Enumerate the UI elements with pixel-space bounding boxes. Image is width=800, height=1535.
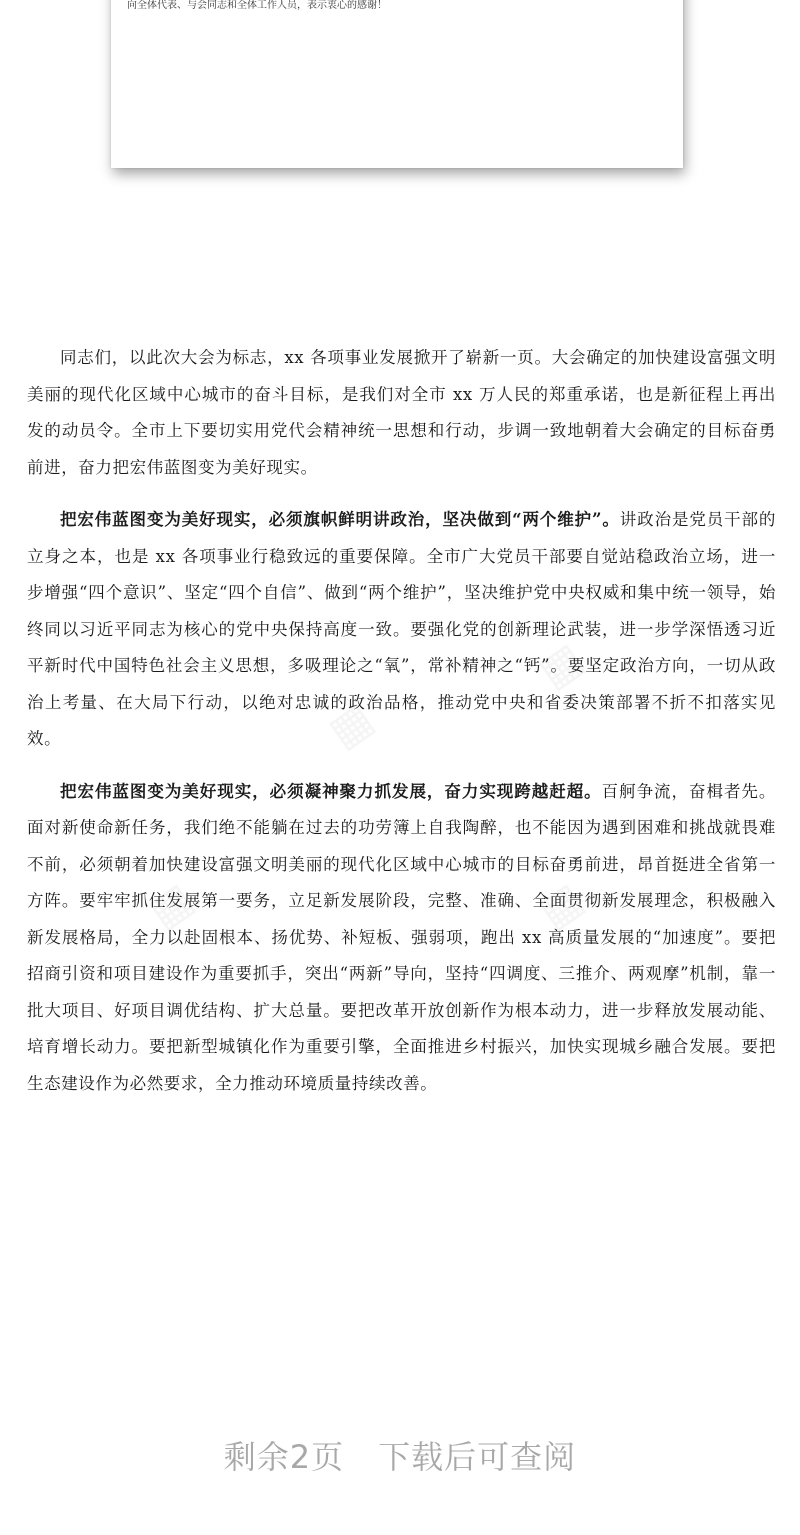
paragraph-lead: 把宏伟蓝图变为美好现实，必须凝神聚力抓发展，奋力实现跨越赶超。 [60, 781, 602, 801]
paragraph-text: 讲政治是党员干部的立身之本，也是 xx 各项事业行稳致远的重要保障。全市广大党员干部要自觉站稳政治立场，进一步增强“四个意识”、坚定“四个自信”、做到“两个维护”，坚决维护党中央权威和集中统一领导，始终同以习近平同志为核心的党中央保持高度一致。要强化党的创新理论武装，进一步学深悟透习近平新时代中国特色社会主义思想，多吸理论之“氧”，常补精神之“钙”。要坚定政治方向，一切从政治上考量、在大局下行动，以绝对忠诚的政治品格，推动党中央和省委决策部署不折不扣落实见效。 [27, 510, 777, 748]
download-hint[interactable]: 下载后可查阅 [378, 1438, 577, 1476]
paragraph-lead: 把宏伟蓝图变为美好现实，必须旗帜鲜明讲政治，坚决做到“两个维护”。 [60, 510, 620, 529]
watermark: ▦ [319, 692, 383, 759]
previous-page-preview [111, 0, 683, 168]
paragraph-text: 同志们，以此次大会为标志，xx 各项事业发展掀开了崭新一页。大会确定的加快建设富强文明美丽的现代化区域中心城市的奋斗目标，是我们对全市 xx 万人民的郑重承诺，也是新征程上再出发的动员令。全市上下要切实用党代会精神统一思想和行动，步调一致地朝着大会确定的目标奋勇前进，奋力把宏伟蓝图变为美好现实。 [27, 348, 776, 477]
paragraph-text: 百舸争流，奋楫者先。面对新使命新任务，我们绝不能躺在过去的功劳簿上自我陶醉，也不能因为遇到困难和挑战就畏难不前，必须朝着加快建设富强文明美丽的现代化区域中心城市的目标奋勇前进，昂首挺进全省第一方阵。要牢牢抓住发展第一要务，立足新发展阶段，完整、准确、全面贯彻新发展理念，积极融入新发展格局，全力以赴固根本、扬优势、补短板、强弱项，跑出 xx 高质量发展的“加速度”。要把招商引资和项目建设作为重要抓手，突出“两新”导向，坚持“四调度、三推介、两观摩”机制，靠一批大项目、好项目调优结构、扩大总量。要把改革开放创新作为根本动力，进一步释放发展动能、培育增长动力。要把新型城镇化作为重要引擎，全面推进乡村振兴，加快实现城乡融合发展。要把生态建设作为必然要求，全力推动环境质量持续改善。 [27, 781, 776, 1093]
paragraph-3 [27, 774, 776, 1103]
watermark: ▦ [529, 872, 593, 939]
paragraph-1 [27, 340, 776, 486]
preview-text: 向全体代表、与会同志和全体工作人员，表示衷心的感谢！ [127, 0, 387, 11]
watermark: ▦ [139, 872, 203, 939]
watermark: ▦ [529, 632, 593, 699]
remaining-pages-notice[interactable] [0, 1432, 800, 1478]
remaining-pages-count: 剩余2页 [223, 1438, 345, 1476]
document-body [27, 340, 776, 1118]
paragraph-2 [27, 502, 776, 758]
